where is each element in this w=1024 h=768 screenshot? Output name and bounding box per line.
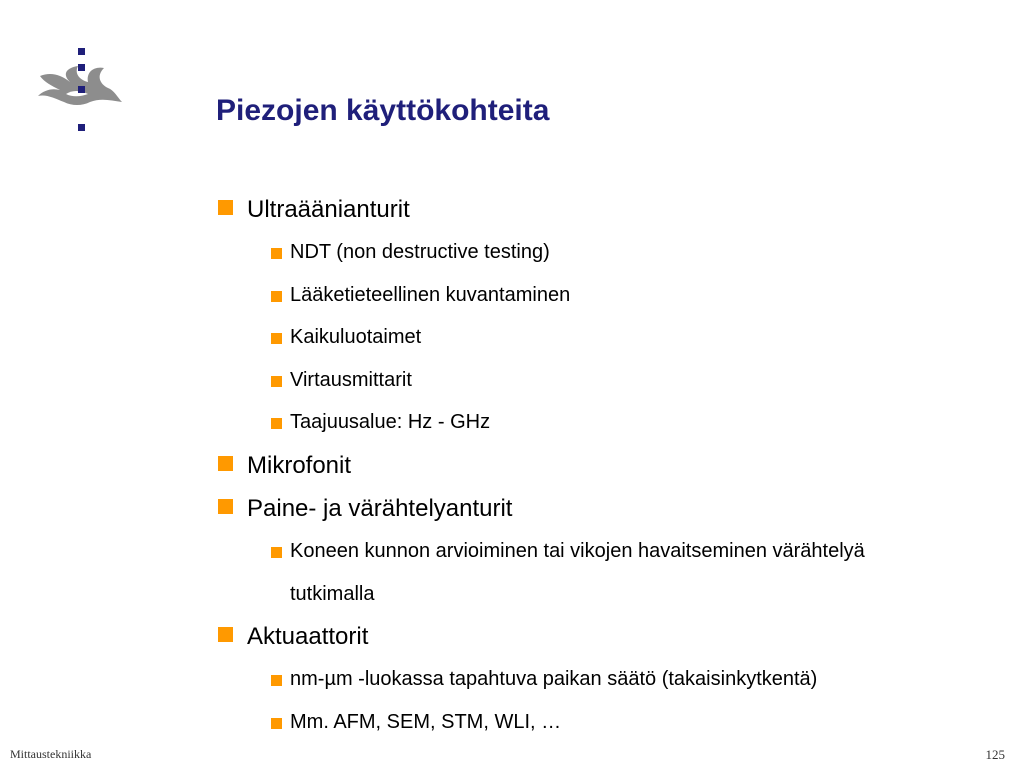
sub-bullet-item (271, 316, 1008, 359)
footer-course-name: Mittaustekniikka (10, 747, 92, 761)
sub-bullet-text: Koneen kunnon arvioiminen tai vikojen havaitseminen värähtelyä tutkimalla (290, 539, 865, 605)
sub-bullet-text: nm-µm -luokassa tapahtuva paikan säätö (takaisinkytkentä) (290, 667, 818, 690)
bullet-item (218, 487, 1008, 530)
sub-bullet-text: Virtausmittarit (290, 368, 412, 391)
bullet-list (218, 188, 1008, 743)
square-bullet-icon (271, 418, 282, 429)
square-bullet-icon (271, 248, 282, 259)
square-bullet-icon (218, 627, 233, 642)
square-bullet-icon (271, 333, 282, 344)
sub-bullet-item (271, 401, 1008, 444)
bullet-text: Aktuaattorit (247, 622, 369, 650)
square-bullet-icon (271, 376, 282, 387)
sub-bullet-item (271, 701, 1008, 744)
bullet-item (218, 444, 1008, 487)
square-bullet-icon (271, 547, 282, 558)
university-flame-logo-icon (36, 46, 126, 136)
sub-bullet-text: Kaikuluotaimet (290, 326, 422, 349)
slide-title: Piezojen käyttökohteita (216, 94, 550, 127)
sub-bullet-item (271, 530, 1008, 615)
bullet-text: Ultraäänianturit (247, 196, 410, 223)
sub-bullet-text: NDT (non destructive testing) (290, 241, 550, 263)
bullet-item (218, 188, 1008, 231)
sub-bullet-item (271, 231, 1008, 274)
sub-bullet-item (271, 274, 1008, 317)
sub-bullet-text: Taajuusalue: Hz - GHz (290, 411, 491, 434)
square-bullet-icon (218, 456, 233, 471)
square-bullet-icon (218, 200, 233, 215)
sub-bullet-text: Lääketieteellinen kuvantaminen (290, 283, 571, 306)
square-bullet-icon (271, 291, 282, 302)
page-number: 125 (985, 747, 1005, 762)
sub-bullet-item (271, 359, 1008, 402)
square-bullet-icon (271, 675, 282, 686)
bullet-item (218, 615, 1008, 658)
sub-bullet-item (271, 658, 1008, 701)
square-bullet-icon (271, 718, 282, 729)
bullet-text: Mikrofonit (247, 451, 352, 479)
square-bullet-icon (218, 499, 233, 514)
bullet-text: Paine- ja värähtelyanturit (247, 494, 513, 522)
sub-bullet-text: Mm. AFM, SEM, STM, WLI, … (290, 710, 562, 733)
